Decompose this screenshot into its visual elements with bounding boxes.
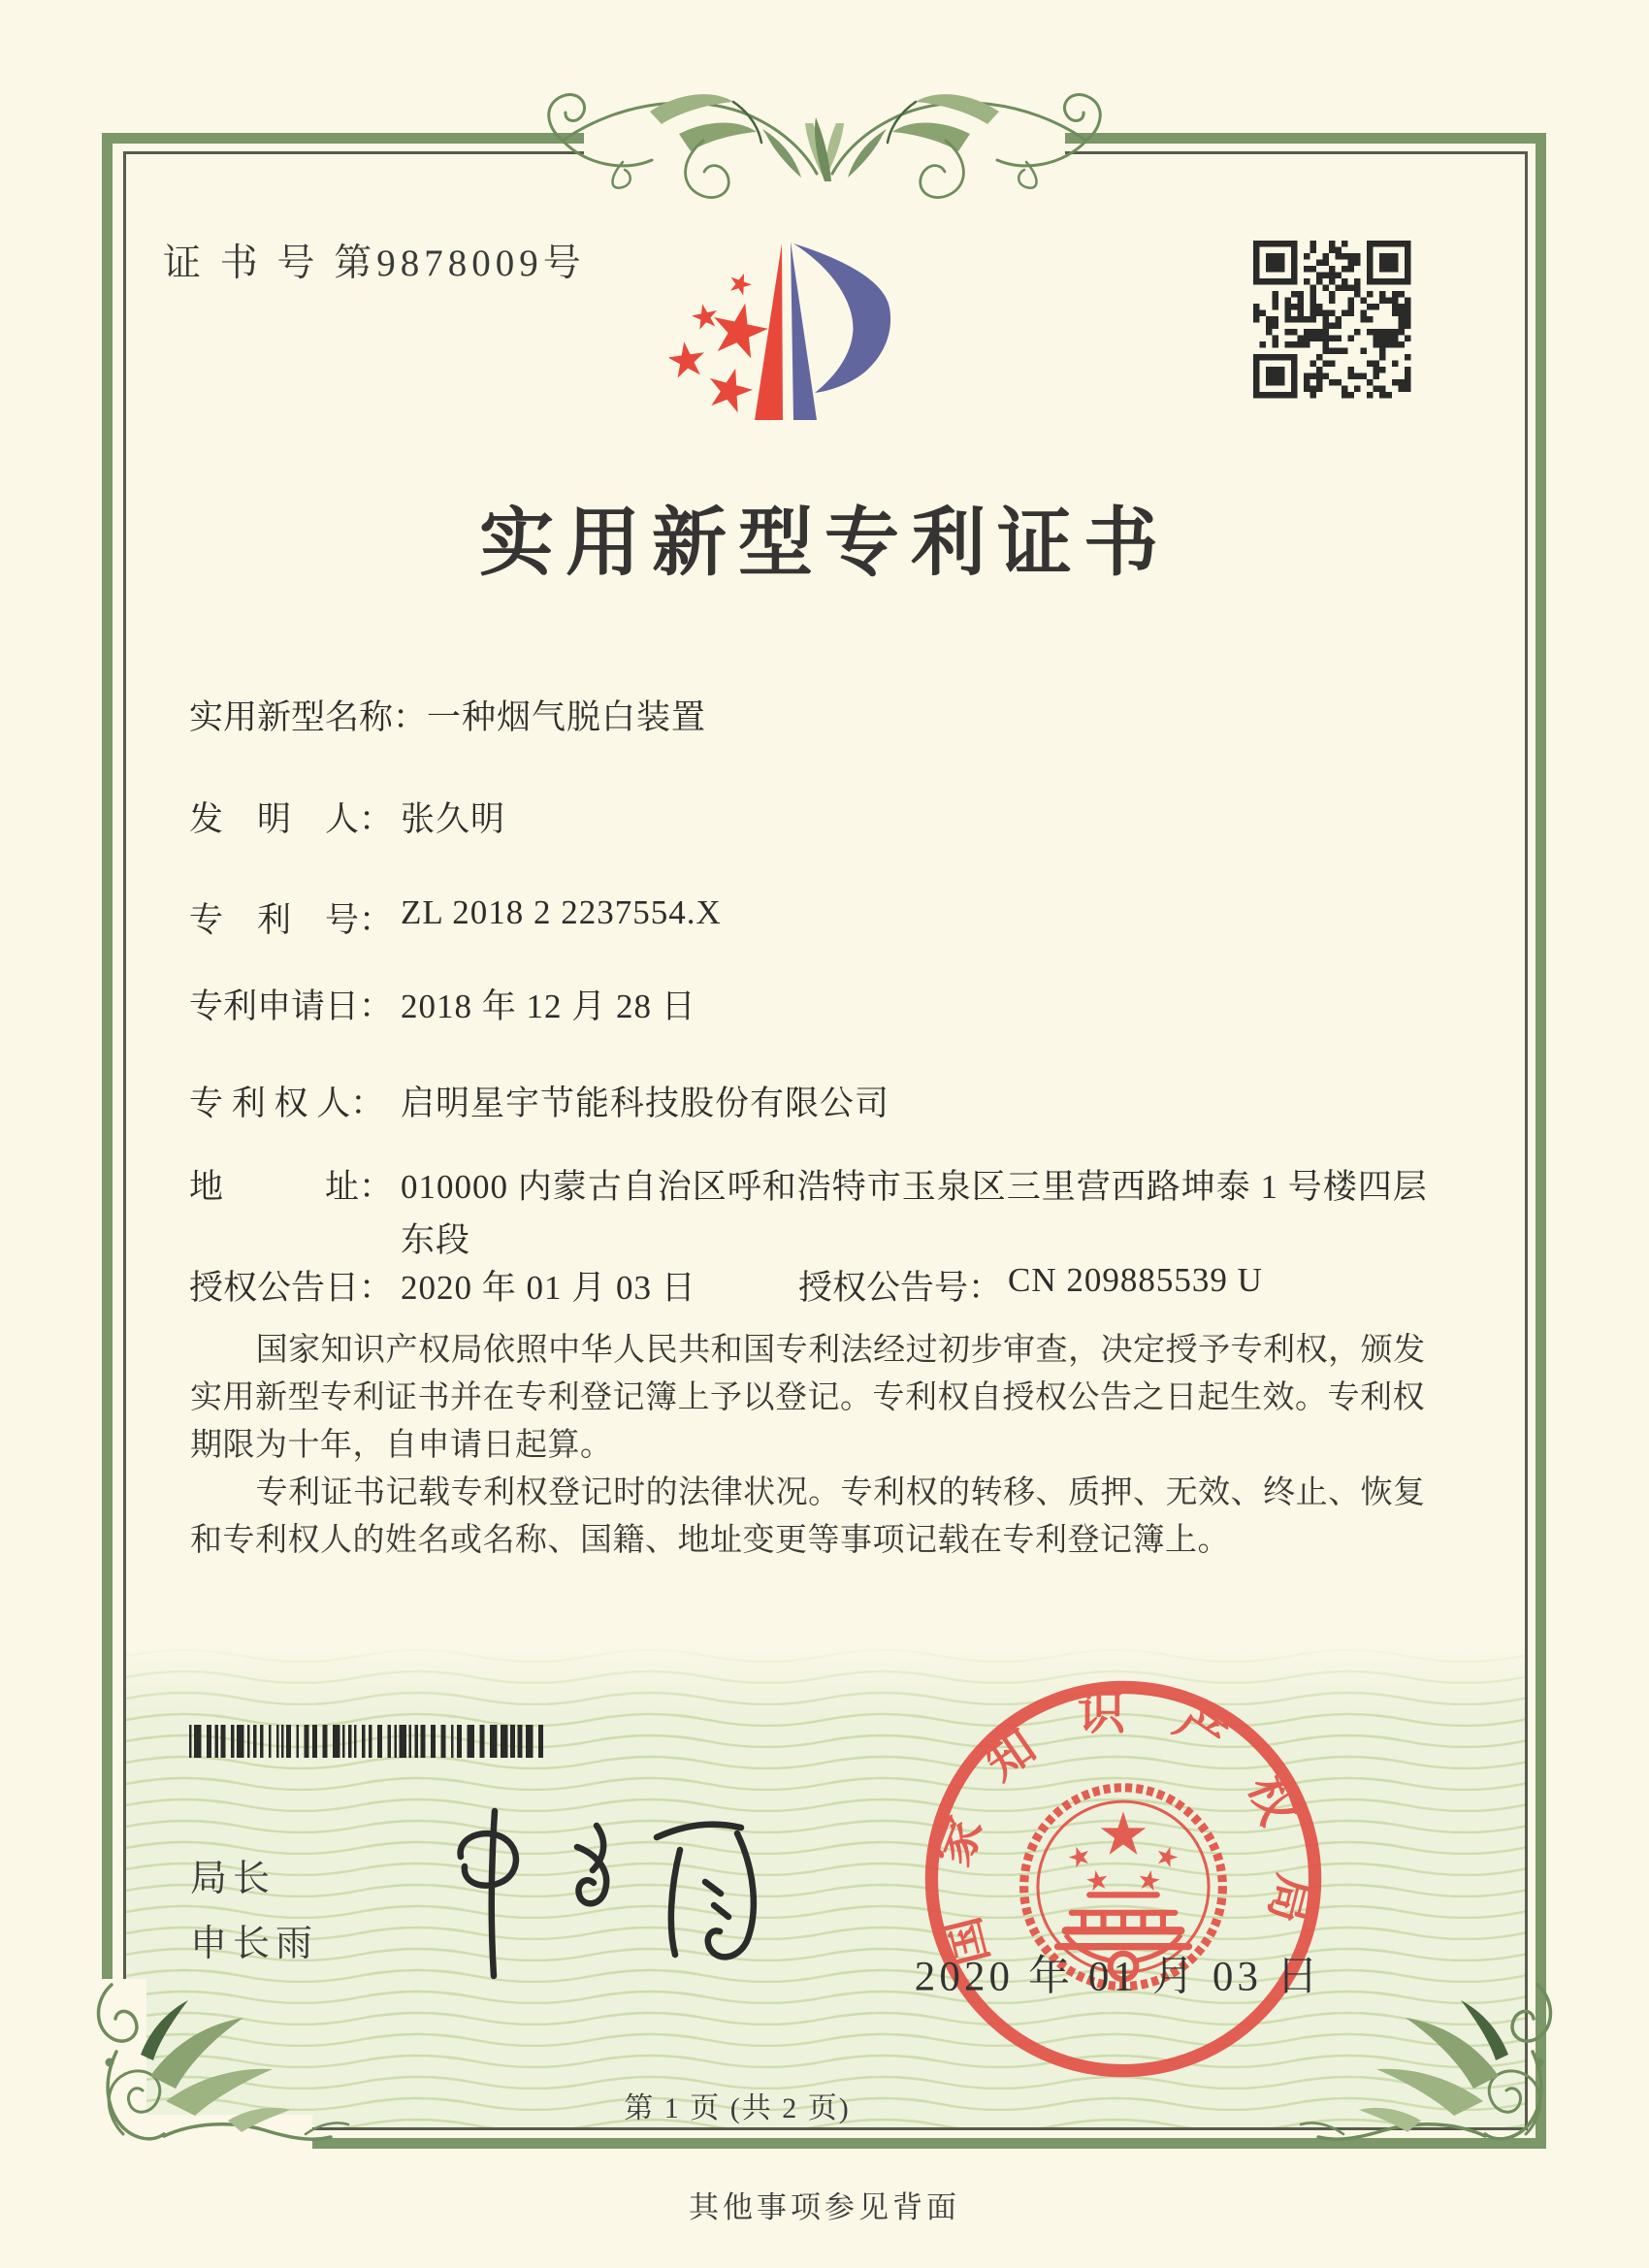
field-row-patent-number xyxy=(189,893,722,942)
certificate-title: 实用新型专利证书 xyxy=(479,502,1170,585)
director-name-label: 申长雨 xyxy=(190,1924,319,1964)
field-row-inventor xyxy=(189,793,505,841)
seal-date: 2020 年 01 月 03 日 xyxy=(915,1954,1323,2000)
director-signature xyxy=(403,1797,791,1995)
field-pair-publication xyxy=(798,1261,1263,1310)
field-label: 专利申请日： xyxy=(189,988,394,1025)
field-label: 地 址： xyxy=(189,1168,394,1206)
official-seal xyxy=(915,1670,1332,2092)
director-title-label: 局长 xyxy=(190,1859,276,1899)
field-label: 实用新型名称： xyxy=(189,698,428,736)
legal-paragraph-2: 专利证书记载专利权登记时的法律状况。专利权的转移、质押、无效、终止、恢复和专利权人的姓名或名称、国籍、地址变更等事项记载在专利登记簿上。 xyxy=(190,1475,1426,1558)
field-label: 专 利 号： xyxy=(189,901,394,939)
field-label: 授权公告日： xyxy=(189,1269,394,1307)
field-value: 010000 内蒙古自治区呼和浩特市玉泉区三里营西路坤泰 1 号楼四层东段 xyxy=(401,1168,1428,1259)
cnipa-patent-logo-icon xyxy=(669,236,902,431)
field-value: 2018 年 12 月 28 日 xyxy=(401,988,696,1025)
certificate-number: 证 书 号 第9878009号 xyxy=(163,243,586,284)
page-number: 第 1 页 (共 2 页) xyxy=(624,2092,851,2124)
field-value: ZL 2018 2 2237554.X xyxy=(401,893,722,931)
field-label: 专 利 权 人： xyxy=(189,1085,385,1122)
qr-code-icon xyxy=(1253,241,1411,404)
field-value: 启明星宇节能科技股份有限公司 xyxy=(401,1085,890,1122)
field-row-patentee xyxy=(189,1077,889,1125)
barcode-icon xyxy=(189,1725,546,1763)
legal-text-block xyxy=(190,1327,1453,1565)
field-value: 张久明 xyxy=(401,800,506,838)
field-label: 发 明 人： xyxy=(189,800,394,838)
field-row-name xyxy=(189,691,706,739)
field-row-filing-date xyxy=(189,980,696,1028)
legal-paragraph-1: 国家知识产权局依照中华人民共和国专利法经过初步审查，决定授予专利权，颁发实用新型专利证书并在专利登记簿上予以登记。专利权自授权公告之日起生效。专利权期限为十年，自申请日起算。 xyxy=(190,1333,1426,1463)
back-note: 其他事项参见背面 xyxy=(689,2190,960,2224)
field-value: 2020 年 01 月 03 日 xyxy=(401,1269,696,1307)
field-row-grant xyxy=(189,1261,1263,1310)
field-label: 授权公告号： xyxy=(798,1269,1003,1307)
field-value: 一种烟气脱白装置 xyxy=(427,698,707,736)
top-flourish-ornament xyxy=(534,73,1116,204)
field-value: CN 209885539 U xyxy=(1008,1261,1263,1299)
seal-ring-text: 国家知识产权局 xyxy=(923,1685,1323,1971)
field-row-address xyxy=(189,1160,1460,1267)
